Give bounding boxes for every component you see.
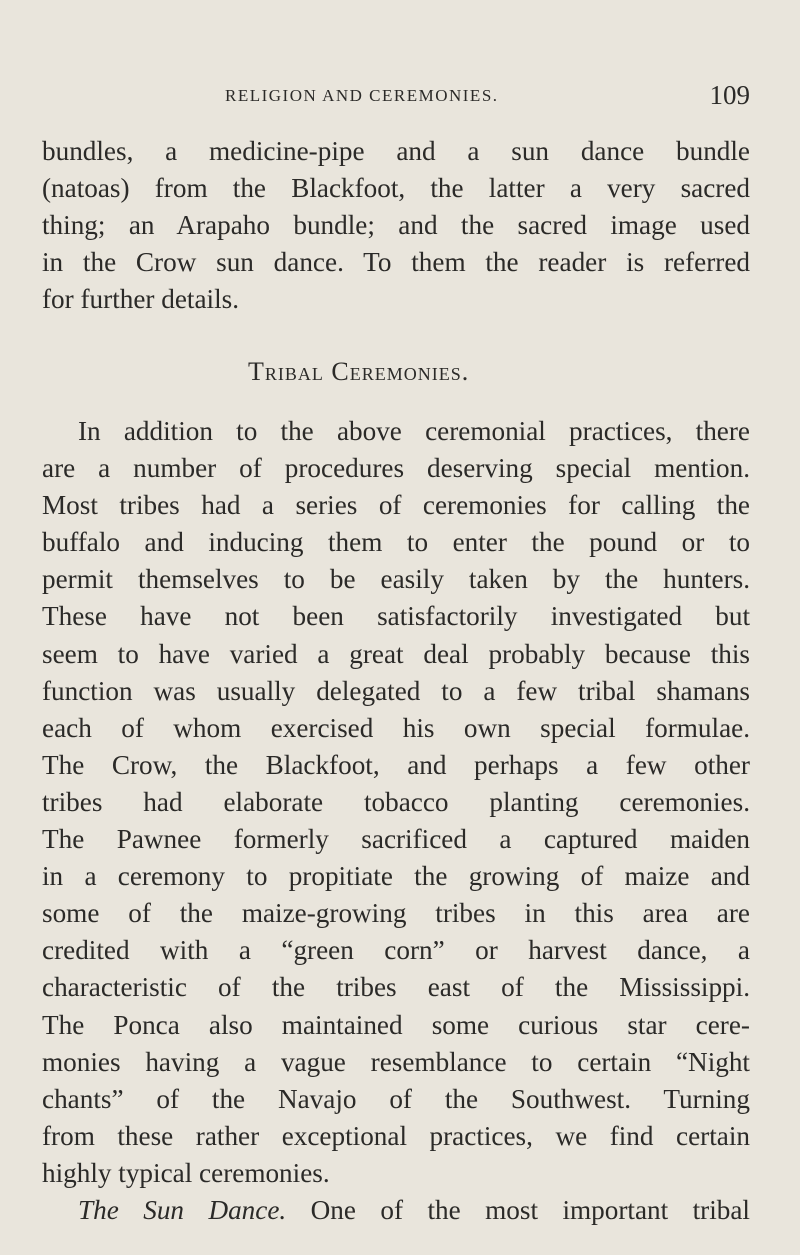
paragraph-2 (42, 413, 750, 1229)
text-line: The Pawnee formerly sacrificed a captured maiden (42, 824, 750, 855)
text-line: characteristic of the tribes east of the Mississippi. (42, 972, 750, 1003)
text-line: In addition to the above ceremonial practices, there (78, 416, 750, 446)
text-line: buffalo and inducing them to enter the pound or to (42, 527, 750, 558)
text-line: These have not been satisfactorily investigated but (42, 601, 750, 632)
text-line: some of the maize-growing tribes in this area are (42, 898, 750, 929)
text-line: highly typical ceremonies. (42, 1157, 330, 1188)
paragraph-1 (42, 133, 750, 318)
text-line: permit themselves to be easily taken by the hunters. (42, 564, 750, 595)
text-line: tribes had elaborate tobacco planting ceremonies. (42, 786, 750, 817)
italic-lead: The Sun Dance. (78, 1194, 287, 1225)
text-line: The Ponca also maintained some curious star cere- (42, 1009, 750, 1040)
text-line: from these rather exceptional practices, we find certain (42, 1120, 750, 1151)
text-line: chants” of the Navajo of the Southwest. Turning (42, 1083, 750, 1114)
text-line: in a ceremony to propitiate the growing of maize and (42, 861, 750, 892)
text-line: Most tribes had a series of ceremonies for calling the (42, 490, 750, 521)
page-header (40, 80, 750, 116)
text-line: for further details. (42, 284, 240, 314)
text-line: (natoas) from the Blackfoot, the latter a very sacred (42, 173, 750, 203)
text-line: each of whom exercised his own special formulae. (42, 712, 750, 743)
text-line: credited with a “green corn” or harvest dance, a (42, 935, 750, 966)
text-line: in the Crow sun dance. To them the reader is referred (42, 247, 750, 277)
text-line: are a number of procedures deserving special mention. (42, 453, 750, 484)
text-line: seem to have varied a great deal probably because this (42, 638, 750, 669)
text-line: function was usually delegated to a few tribal shamans (42, 675, 750, 706)
text-fragment: One of the most important tribal (310, 1194, 750, 1225)
paragraph-3-line (42, 1192, 750, 1229)
text-line: monies having a vague resemblance to certain “Night (42, 1046, 750, 1077)
section-heading: Tribal Ceremonies. (248, 357, 470, 386)
text-line: thing; an Arapaho bundle; and the sacred image used (42, 210, 750, 240)
text-line: The Crow, the Blackfoot, and perhaps a few other (42, 749, 750, 780)
page-number: 109 (709, 80, 750, 110)
running-head: RELIGION AND CEREMONIES. (225, 86, 499, 105)
text-line: bundles, a medicine-pipe and a sun dance bundle (42, 136, 750, 166)
